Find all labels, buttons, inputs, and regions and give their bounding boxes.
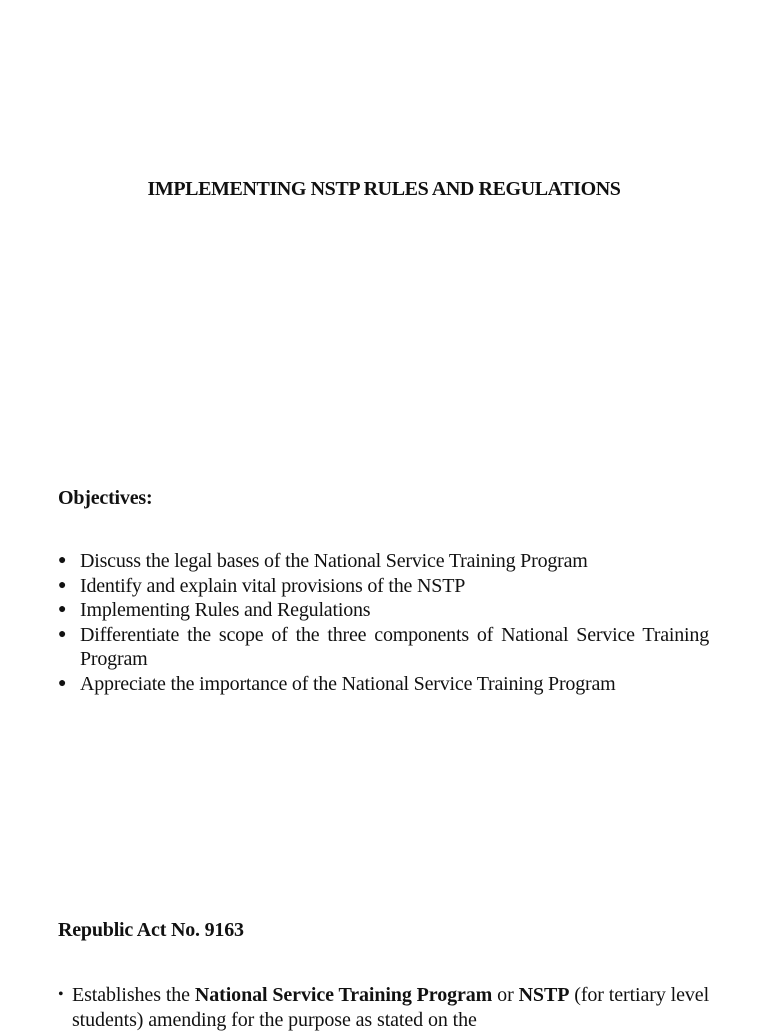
document-title: IMPLEMENTING NSTP RULES AND REGULATIONS <box>147 178 621 200</box>
bullet-icon: ● <box>58 626 67 642</box>
paragraph-text: or <box>492 984 519 1006</box>
bullet-icon: ● <box>58 577 67 593</box>
paragraph-body <box>58 983 709 1032</box>
bullet-icon: ● <box>58 675 67 691</box>
objective-text: Discuss the legal bases of the National Service Training Program <box>80 550 588 572</box>
list-item <box>58 549 709 574</box>
list-item <box>58 598 709 623</box>
bullet-icon: ● <box>58 602 67 617</box>
republic-act-heading: Republic Act No. 9163 <box>58 919 244 941</box>
objective-text: Implementing Rules and Regulations <box>80 599 371 621</box>
bullet-icon: • <box>58 986 64 1003</box>
republic-act-paragraph <box>58 983 709 1032</box>
bullet-icon: ● <box>58 553 67 568</box>
list-item <box>58 623 709 672</box>
paragraph-text: Establishes the <box>72 984 195 1006</box>
objective-text: Appreciate the importance of the National Service Training Program <box>80 672 616 695</box>
list-item <box>58 672 709 697</box>
paragraph-text: (for tertiary level students) amending for the purpose as stated on the <box>72 984 710 1031</box>
program-name: National Service Training Program <box>194 984 493 1006</box>
program-acronym: NSTP <box>518 984 570 1006</box>
objectives-list <box>58 549 709 696</box>
objectives-heading: Objectives: <box>58 487 153 509</box>
objective-text: Differentiate the scope of the three components of National Service Training Program <box>80 623 709 670</box>
objective-text: Identify and explain vital provisions of the NSTP <box>80 574 466 597</box>
list-item <box>58 574 709 599</box>
